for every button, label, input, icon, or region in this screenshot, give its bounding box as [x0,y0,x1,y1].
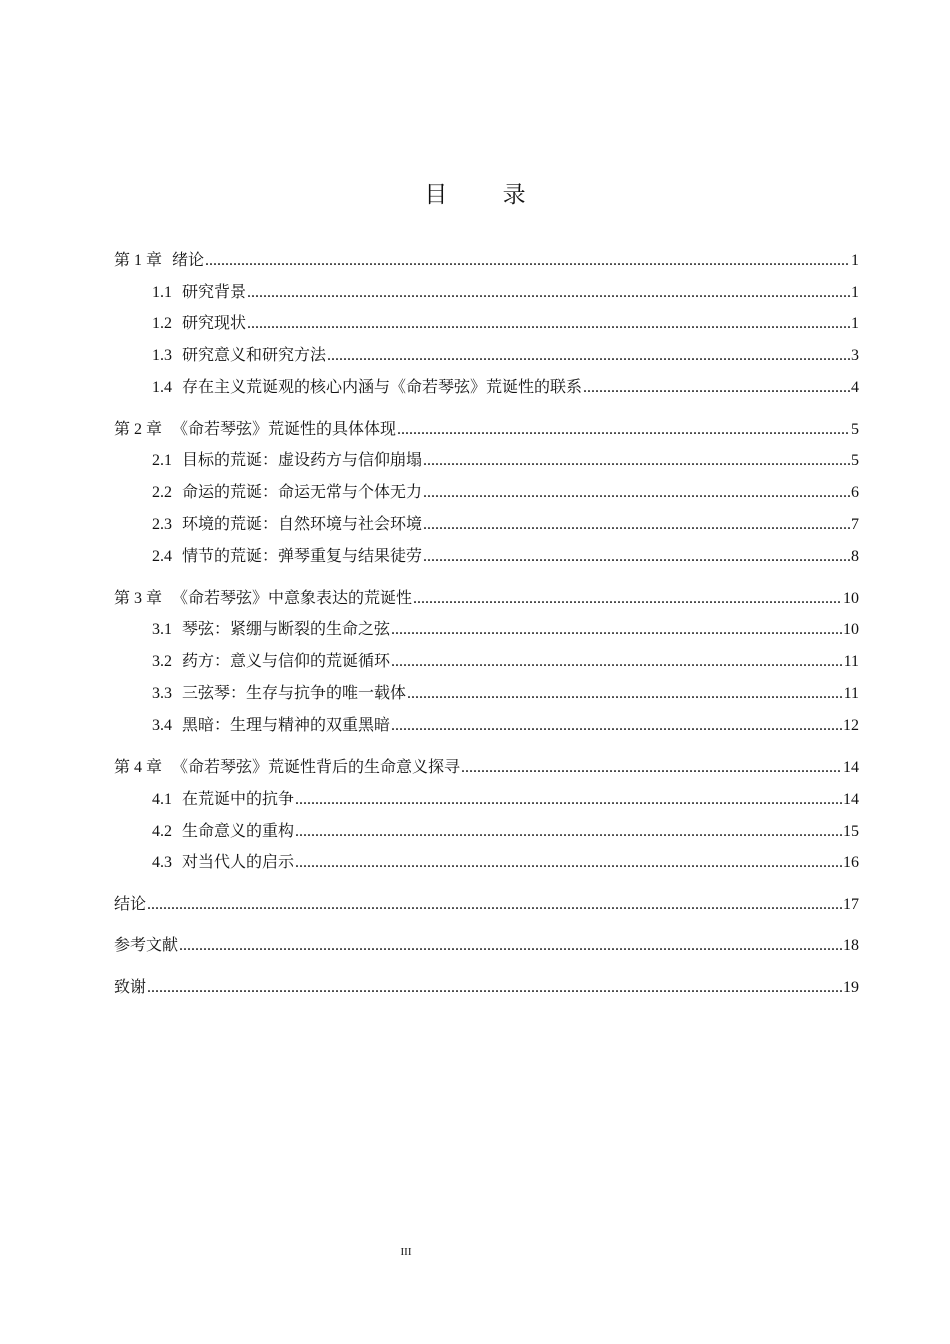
toc-leader-dots [407,684,843,704]
toc-entry-number: 3.4 [152,717,172,734]
toc-entry-page: 1 [851,315,859,332]
toc-entry-page: 18 [843,937,859,954]
toc-entry-title: 生命意义的重构 [182,821,295,840]
toc-leader-dots [397,420,850,440]
toc-leader-dots [295,790,842,810]
toc-entry-section-1-2[interactable] [152,313,859,334]
toc-entry-number: 1.2 [152,315,172,332]
toc-entry-section-3-2[interactable] [152,651,859,672]
toc-entry-section-3-3[interactable] [152,683,859,704]
toc-entry-number: 1.4 [152,379,172,396]
toc-entry-title: 研究意义和研究方法 [182,345,327,364]
toc-entry-number: 第 4 章 [114,759,163,776]
toc-entry-page: 3 [851,347,859,364]
toc-entry-page: 8 [851,548,859,565]
toc-entry-section-3-1[interactable] [152,619,859,640]
toc-entry-page: 1 [851,284,859,301]
toc-title: 目 录 [424,182,550,208]
toc-entry-chapter-3[interactable] [114,588,859,609]
toc-leader-dots [391,716,842,736]
toc-entry-page: 12 [843,717,859,734]
toc-entry-number: 2.4 [152,548,172,565]
toc-entry-number: 2.3 [152,516,172,533]
toc-entry-number: 第 3 章 [114,590,163,607]
toc-leader-dots [423,515,850,535]
toc-entry-title: 结论 [114,894,147,913]
toc-leader-dots [247,314,850,334]
toc-entry-title: 参考文献 [114,935,179,954]
toc-entry-number: 3.2 [152,653,172,670]
toc-leader-dots [147,978,842,998]
toc-entry-number: 4.2 [152,823,172,840]
toc-entry-title: 环境的荒诞：自然环境与社会环境 [182,514,423,533]
toc-entry-section-2-2[interactable] [152,482,859,503]
toc-entry-title: 三弦琴：生存与抗争的唯一载体 [182,683,407,702]
toc-entry-section-1-4[interactable] [152,377,859,398]
toc-entry-title: 琴弦：紧绷与断裂的生命之弦 [182,619,391,638]
toc-entry-page: 5 [851,452,859,469]
toc-leader-dots [295,822,842,842]
toc-entry-page: 15 [843,823,859,840]
toc-leader-dots [413,589,842,609]
toc-entry-number: 第 1 章 [114,252,163,269]
toc-entry-title: 对当代人的启示 [182,852,295,871]
toc-entry-page: 10 [843,621,859,638]
toc-entry-number: 3.1 [152,621,172,638]
toc-entry-references[interactable] [114,935,859,956]
toc-entry-section-2-1[interactable] [152,450,859,471]
toc-entry-section-2-3[interactable] [152,514,859,535]
toc-entry-page: 10 [843,590,859,607]
toc-entry-title: 目标的荒诞：虚设药方与信仰崩塌 [182,450,423,469]
toc-entry-title: 致谢 [114,977,147,996]
toc-entry-chapter-4[interactable] [114,757,859,778]
toc-leader-dots [327,346,850,366]
toc-entry-acknowledgements[interactable] [114,977,859,998]
toc-entry-number: 1.1 [152,284,172,301]
toc-entry-title: 《命若琴弦》荒诞性背后的生命意义探寻 [172,757,461,776]
toc-entry-page: 5 [851,421,859,438]
toc-entry-page: 17 [843,896,859,913]
toc-entry-chapter-1[interactable] [114,250,859,271]
toc-entry-title: 绪论 [172,250,205,269]
toc-entry-page: 11 [843,653,859,670]
toc-entry-section-4-2[interactable] [152,821,859,842]
toc-entry-page: 7 [851,516,859,533]
toc-entry-title: 研究背景 [182,282,247,301]
toc-entry-page: 6 [851,484,859,501]
toc-entry-title: 研究现状 [182,313,247,332]
toc-entry-page: 16 [843,854,859,871]
toc-entry-page: 1 [851,252,859,269]
toc-entry-page: 19 [843,979,859,996]
toc-entry-section-4-1[interactable] [152,789,859,810]
toc-entry-section-4-3[interactable] [152,852,859,873]
toc-entry-number: 4.3 [152,854,172,871]
toc-entry-page: 14 [843,791,859,808]
toc-leader-dots [179,936,842,956]
toc-entry-title: 存在主义荒诞观的核心内涵与《命若琴弦》荒诞性的联系 [182,377,583,396]
page-number-footer: III [400,1246,412,1258]
toc-leader-dots [147,895,842,915]
toc-entry-title: 药方：意义与信仰的荒诞循环 [182,651,391,670]
toc-entry-number: 2.1 [152,452,172,469]
toc-leader-dots [391,652,843,672]
toc-entry-section-3-4[interactable] [152,715,859,736]
toc-leader-dots [247,283,850,303]
toc-entry-title: 《命若琴弦》中意象表达的荒诞性 [172,588,413,607]
toc-entry-number: 1.3 [152,347,172,364]
toc-entry-section-1-1[interactable] [152,282,859,303]
toc-leader-dots [295,853,842,873]
toc-entry-page: 14 [843,759,859,776]
toc-leader-dots [423,451,850,471]
toc-entry-section-1-3[interactable] [152,345,859,366]
toc-entry-section-2-4[interactable] [152,546,859,567]
toc-entry-title: 黑暗：生理与精神的双重黑暗 [182,715,391,734]
toc-entry-title: 命运的荒诞：命运无常与个体无力 [182,482,423,501]
toc-entry-number: 4.1 [152,791,172,808]
toc-leader-dots [461,758,842,778]
toc-entry-number: 第 2 章 [114,421,163,438]
toc-entry-page: 4 [851,379,859,396]
toc-entry-number: 2.2 [152,484,172,501]
toc-entry-title: 情节的荒诞：弹琴重复与结果徒劳 [182,546,423,565]
toc-leader-dots [583,378,850,398]
toc-entry-chapter-2[interactable] [114,419,859,440]
toc-leader-dots [423,483,850,503]
toc-leader-dots [423,547,850,567]
toc-entry-number: 3.3 [152,685,172,702]
toc-entry-page: 11 [843,685,859,702]
toc-entry-conclusion[interactable] [114,894,859,915]
toc-entry-title: 《命若琴弦》荒诞性的具体体现 [172,419,397,438]
toc-leader-dots [205,251,850,271]
toc-leader-dots [391,620,842,640]
toc-entry-title: 在荒诞中的抗争 [182,789,295,808]
